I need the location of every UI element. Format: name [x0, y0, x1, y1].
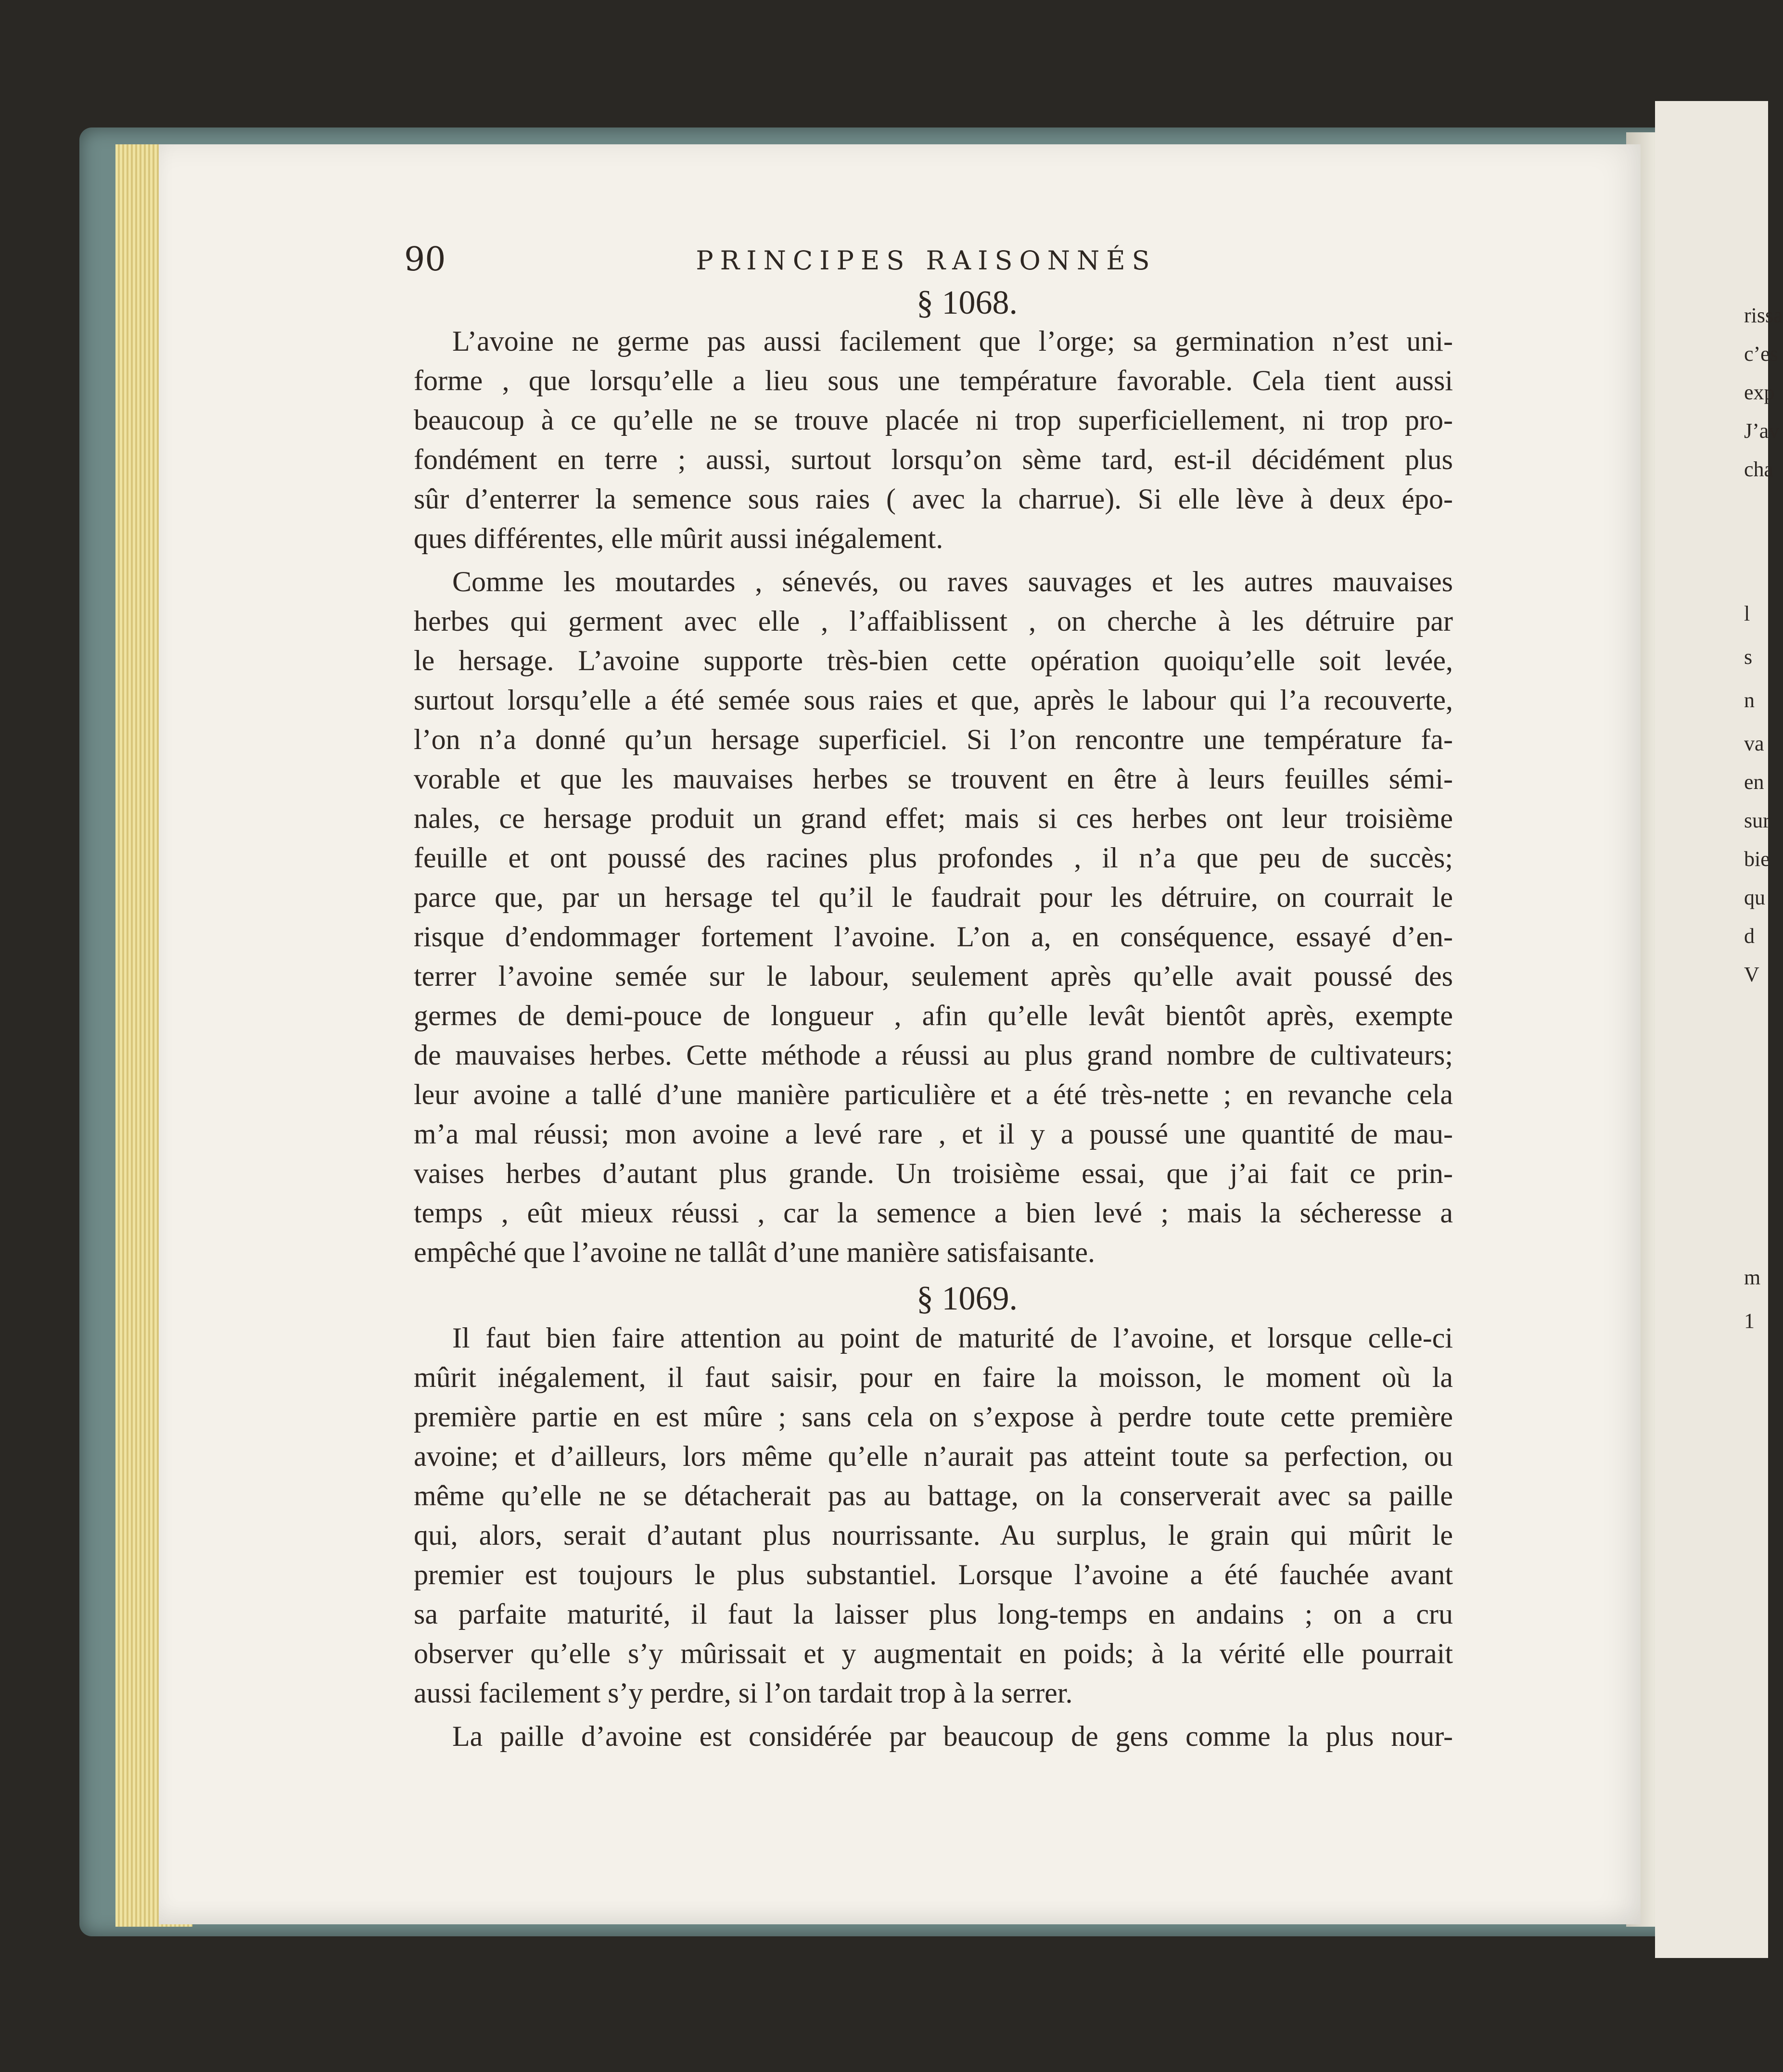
- text-line: avoine; et d’ailleurs, lors même qu’elle n’aurait pas atteint toute sa perfection, ou: [414, 1440, 1453, 1472]
- text-line: forme , que lorsqu’elle a lieu sous une température favorable. Cela tient aussi: [414, 365, 1453, 396]
- text-line: La paille d’avoine est considérée par beaucoup de gens comme la plus nour-: [452, 1720, 1453, 1752]
- running-head: PRINCIPES RAISONNÉS: [696, 245, 1157, 276]
- text-line: observer qu’elle s’y mûrissait et y augmentait en poids; à la vérité elle pourrait: [414, 1638, 1453, 1669]
- text-line: temps , eût mieux réussi , car la semence a bien levé ; mais la sécheresse a: [414, 1197, 1453, 1229]
- text-line: m’a mal réussi; mon avoine a levé rare , et il y a poussé une quantité de mau-: [414, 1118, 1453, 1150]
- facing-page-fragment: va: [1744, 732, 1764, 755]
- text-line: sûr d’enterrer la semence sous raies ( avec la charrue). Si elle lève à deux épo-: [414, 483, 1453, 515]
- facing-page-fragment: rissa: [1744, 304, 1783, 327]
- text-line: même qu’elle ne se détacherait pas au battage, on la conserverait avec sa paille: [414, 1480, 1453, 1512]
- facing-page-fragment: sur: [1744, 809, 1770, 832]
- facing-page-fragment: s: [1744, 645, 1753, 669]
- page-number: 90: [404, 241, 446, 279]
- text-line: parce que, par un hersage tel qu’il le faudrait pour les détruire, on courrait le: [414, 881, 1453, 913]
- text-line: sa parfaite maturité, il faut la laisser plus long-temps en andains ; on a cru: [414, 1598, 1453, 1630]
- facing-page-fragment: c’es: [1744, 342, 1778, 366]
- facing-page-fragment: bie: [1744, 847, 1770, 871]
- text-line: L’avoine ne germe pas aussi facilement que l’orge; sa germination n’est uni-: [452, 325, 1453, 357]
- facing-page-fragment: 1: [1744, 1309, 1755, 1333]
- facing-page-fragment: cha: [1744, 458, 1774, 481]
- text-line: beaucoup à ce qu’elle ne se trouve placée ni trop superficiellement, ni trop pro-: [414, 404, 1453, 436]
- facing-page-fragment: J’av: [1744, 419, 1780, 443]
- facing-page-fragment: m: [1744, 1266, 1761, 1289]
- text-line: ques différentes, elle mûrit aussi inégalement.: [414, 522, 943, 554]
- facing-page-fragment: en: [1744, 770, 1764, 794]
- facing-page-fragment: n: [1744, 688, 1755, 712]
- facing-page-fragment: qu: [1744, 886, 1765, 909]
- text-line: fondément en terre ; aussi, surtout lorsqu’on sème tard, est-il décidément plus: [414, 444, 1453, 475]
- facing-page: [1655, 101, 1783, 1958]
- facing-page-fragment: d: [1744, 924, 1755, 948]
- text-line: mûrit inégalement, il faut saisir, pour en faire la moisson, le moment où la: [414, 1361, 1453, 1393]
- text-line: herbes qui germent avec elle , l’affaiblissent , on cherche à les détruire par: [414, 605, 1453, 637]
- text-line: empêché que l’avoine ne tallât d’une manière satisfaisante.: [414, 1236, 1095, 1268]
- section-heading-1069: § 1069.: [917, 1280, 1018, 1317]
- text-line: feuille et ont poussé des racines plus profondes , il n’a que peu de succès;: [414, 842, 1453, 874]
- text-line: germes de demi-pouce de longueur , afin qu’elle levât bientôt après, exempte: [414, 1000, 1453, 1031]
- text-line: première partie en est mûre ; sans cela on s’expose à perdre toute cette première: [414, 1401, 1453, 1433]
- section-heading-1068: § 1068.: [917, 284, 1018, 321]
- text-line: de mauvaises herbes. Cette méthode a réussi au plus grand nombre de cultivateurs;: [414, 1039, 1453, 1071]
- text-line: qui, alors, serait d’autant plus nourrissante. Au surplus, le grain qui mûrit le: [414, 1519, 1453, 1551]
- text-line: premier est toujours le plus substantiel. Lorsque l’avoine a été fauchée avant: [414, 1559, 1453, 1590]
- text-line: le hersage. L’avoine supporte très-bien cette opération quoiqu’elle soit levée,: [414, 645, 1453, 676]
- facing-page-fragment: l: [1744, 602, 1750, 625]
- text-line: aussi facilement s’y perdre, si l’on tardait trop à la serrer.: [414, 1677, 1073, 1709]
- facing-page-fragment: V: [1744, 963, 1759, 986]
- text-line: l’on n’a donné qu’un hersage superficiel. Si l’on rencontre une température fa-: [414, 724, 1453, 755]
- text-line: terrer l’avoine semée sur le labour, seulement après qu’elle avait poussé des: [414, 960, 1453, 992]
- text-line: Il faut bien faire attention au point de maturité de l’avoine, et lorsque celle-ci: [452, 1322, 1453, 1354]
- facing-page-fragment: exp: [1744, 381, 1775, 404]
- text-line: nales, ce hersage produit un grand effet; mais si ces herbes ont leur troisième: [414, 802, 1453, 834]
- text-line: leur avoine a tallé d’une manière particulière et a été très-nette ; en revanche cela: [414, 1079, 1453, 1110]
- text-line: Comme les moutardes , sénevés, ou raves sauvages et les autres mauvaises: [452, 566, 1453, 597]
- text-line: vorable et que les mauvaises herbes se trouvent en être à leurs feuilles sémi-: [414, 763, 1453, 795]
- text-line: vaises herbes d’autant plus grande. Un troisième essai, que j’ai fait ce prin-: [414, 1157, 1453, 1189]
- text-line: risque d’endommager fortement l’avoine. L’on a, en conséquence, essayé d’en-: [414, 921, 1453, 953]
- text-line: surtout lorsqu’elle a été semée sous raies et que, après le labour qui l’a recouverte,: [414, 684, 1453, 716]
